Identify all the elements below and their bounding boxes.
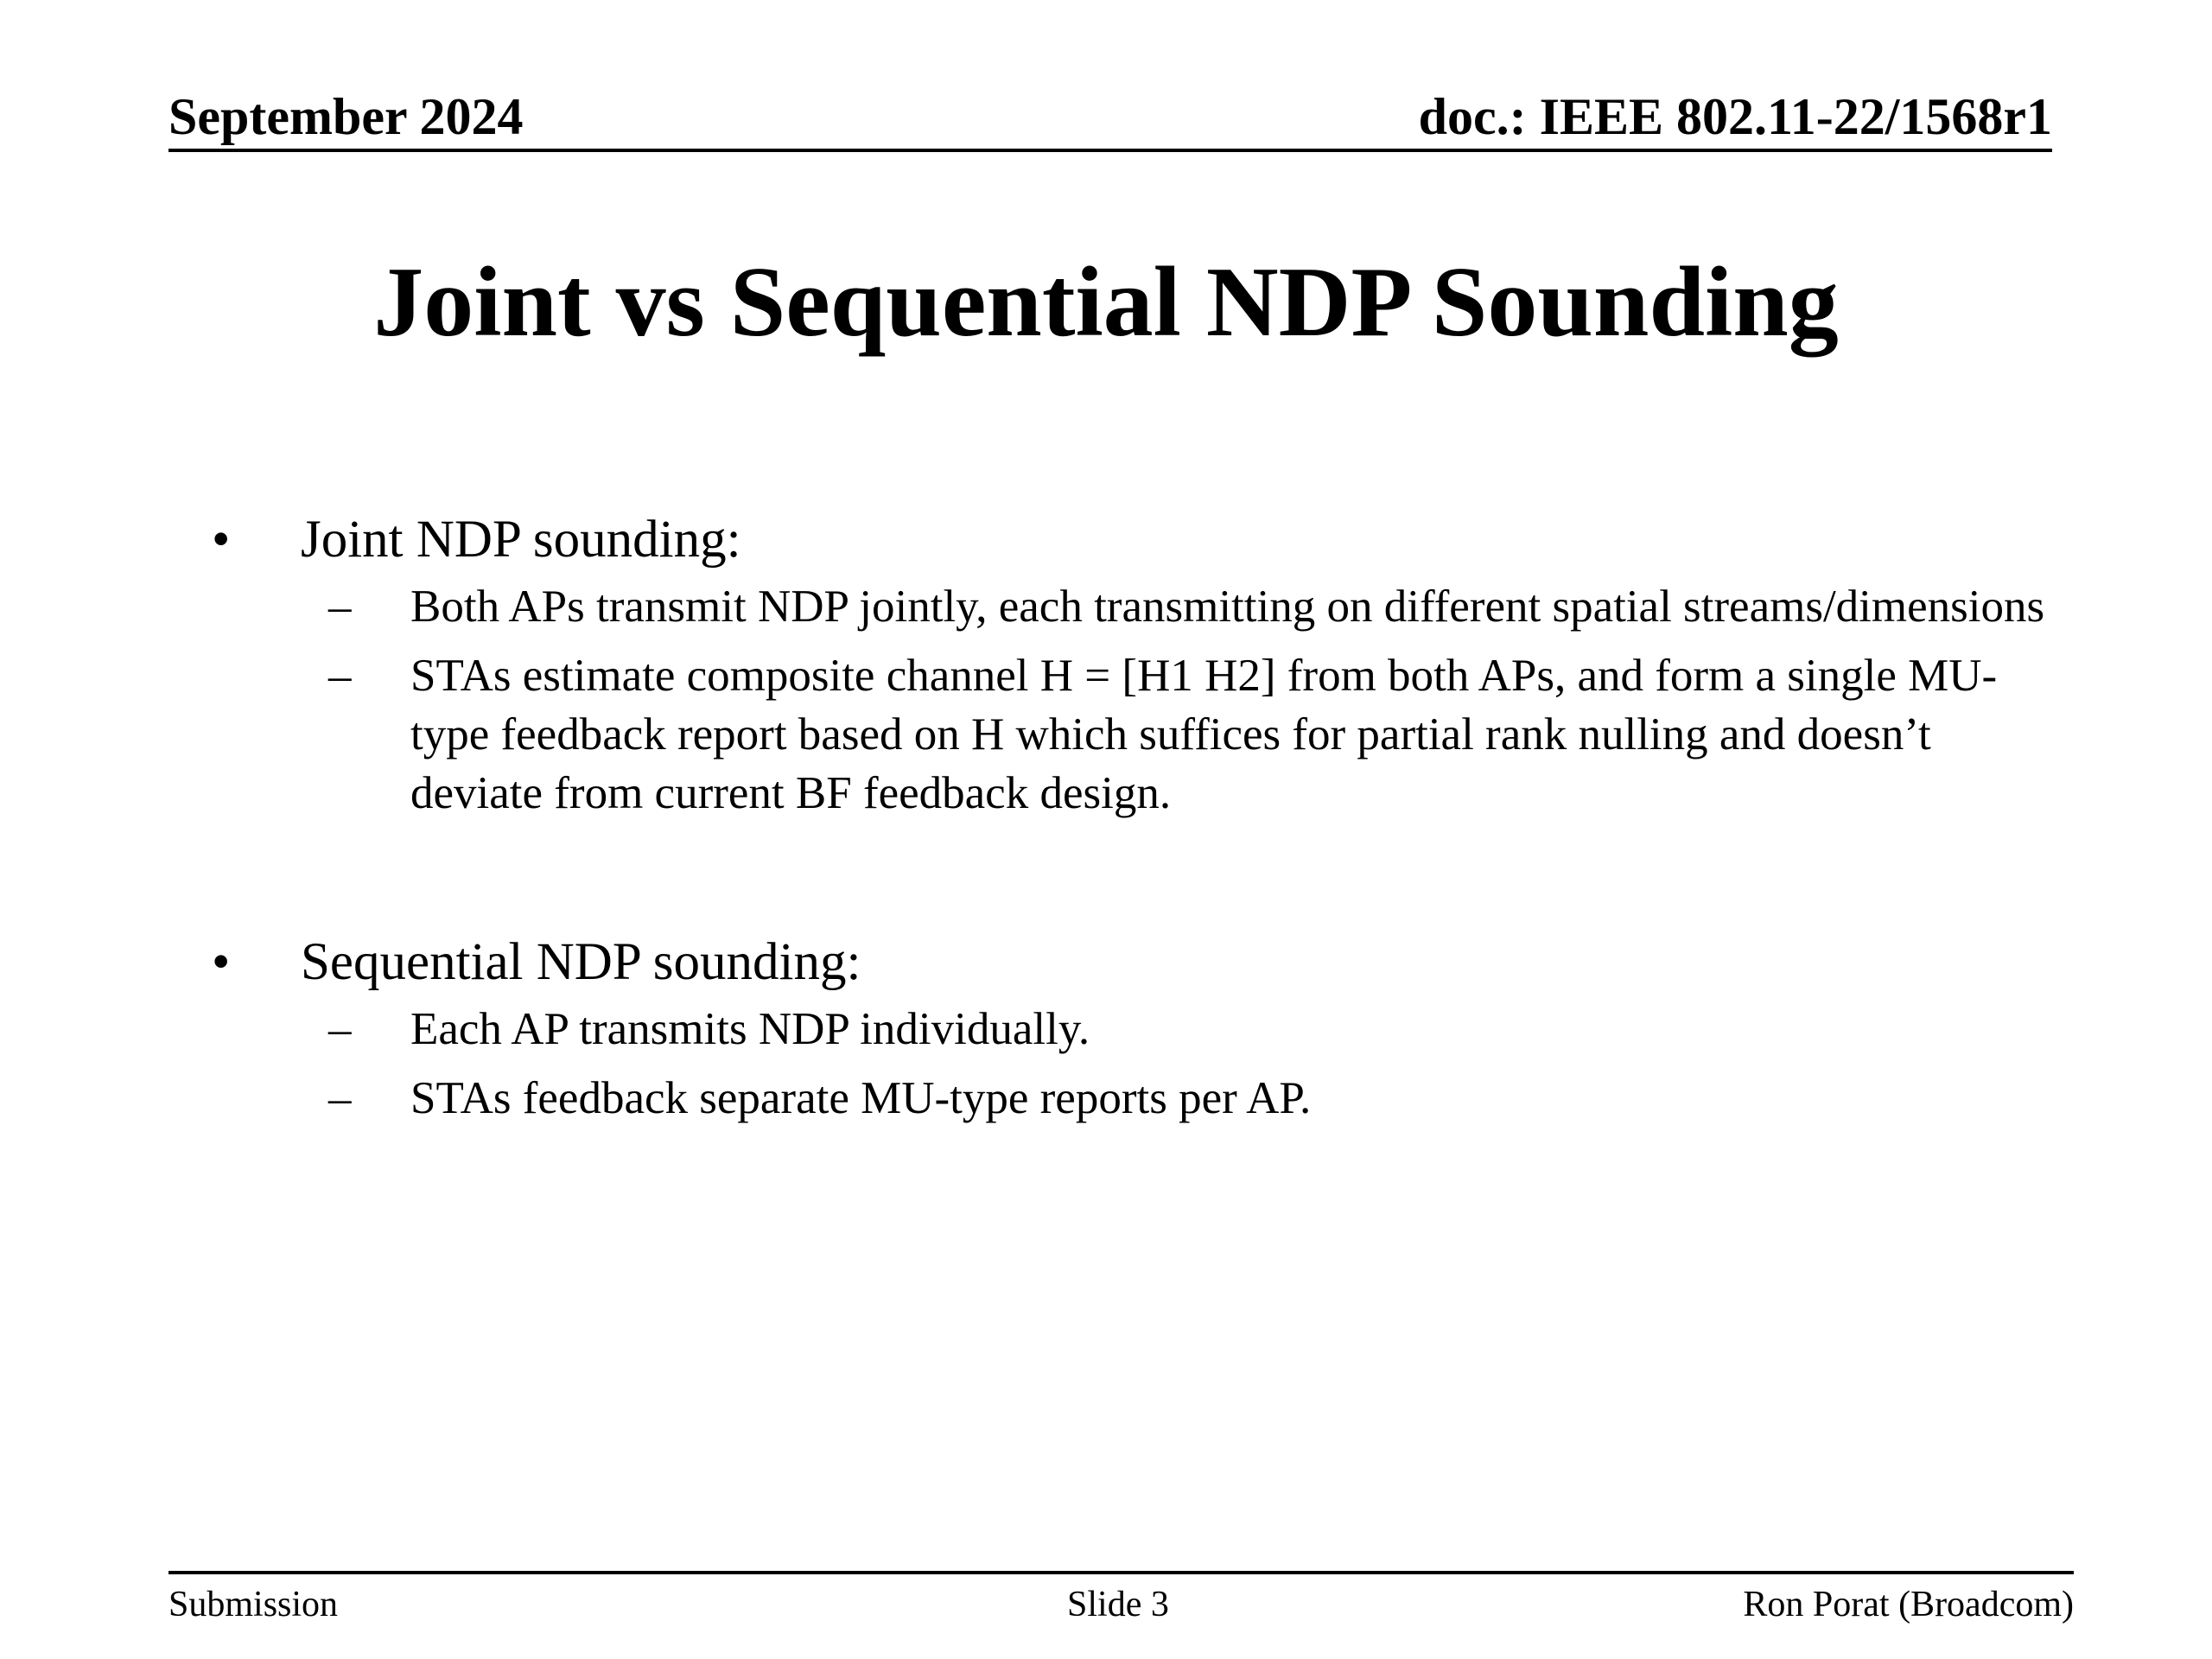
dash-marker: – [328, 651, 352, 701]
sub-item-text: STAs feedback separate MU-type reports per AP. [410, 1073, 1312, 1123]
bullet-text: Joint NDP sounding: [301, 511, 741, 569]
slide-header [168, 85, 2052, 152]
footer-submission: Submission [168, 1585, 339, 1624]
bullet-marker: • [212, 511, 231, 569]
footer-author: Ron Porat (Broadcom) [1743, 1585, 2074, 1624]
list-item [212, 1000, 2069, 1058]
bullet-text: Sequential NDP sounding: [301, 933, 861, 991]
list-item [212, 1069, 2069, 1128]
list-item [212, 646, 2069, 823]
header-doc-id: doc.: IEEE 802.11-22/1568r1 [1418, 88, 2052, 145]
slide-title: Joint vs Sequential NDP Sounding [373, 247, 1839, 358]
footer-slide-number: Slide 3 [1067, 1585, 1169, 1624]
sub-list-joint-ndp [212, 577, 2069, 823]
slide-footer [168, 1571, 2074, 1635]
bullet-marker: • [212, 933, 231, 991]
dash-marker: – [328, 582, 352, 632]
dash-marker: – [328, 1004, 352, 1054]
sub-item-text: Each AP transmits NDP individually. [410, 1004, 1090, 1054]
bullet-joint-ndp [212, 505, 2069, 575]
list-item [212, 577, 2069, 636]
sub-list-sequential-ndp [212, 1000, 2069, 1128]
dash-marker: – [328, 1073, 352, 1123]
sub-item-text: STAs estimate composite channel H = [H1 H2] from both APs, and form a single MU-type feedback report based on H which suffices for partial rank nulling and doesn’t deviate from current BF feedback design. [410, 651, 1998, 818]
header-date: September 2024 [168, 88, 524, 145]
sub-item-text: Both APs transmit NDP jointly, each transmitting on different spatial streams/dimensions [410, 582, 2045, 632]
slide-body [212, 505, 2069, 1138]
bullet-sequential-ndp [212, 928, 2069, 997]
